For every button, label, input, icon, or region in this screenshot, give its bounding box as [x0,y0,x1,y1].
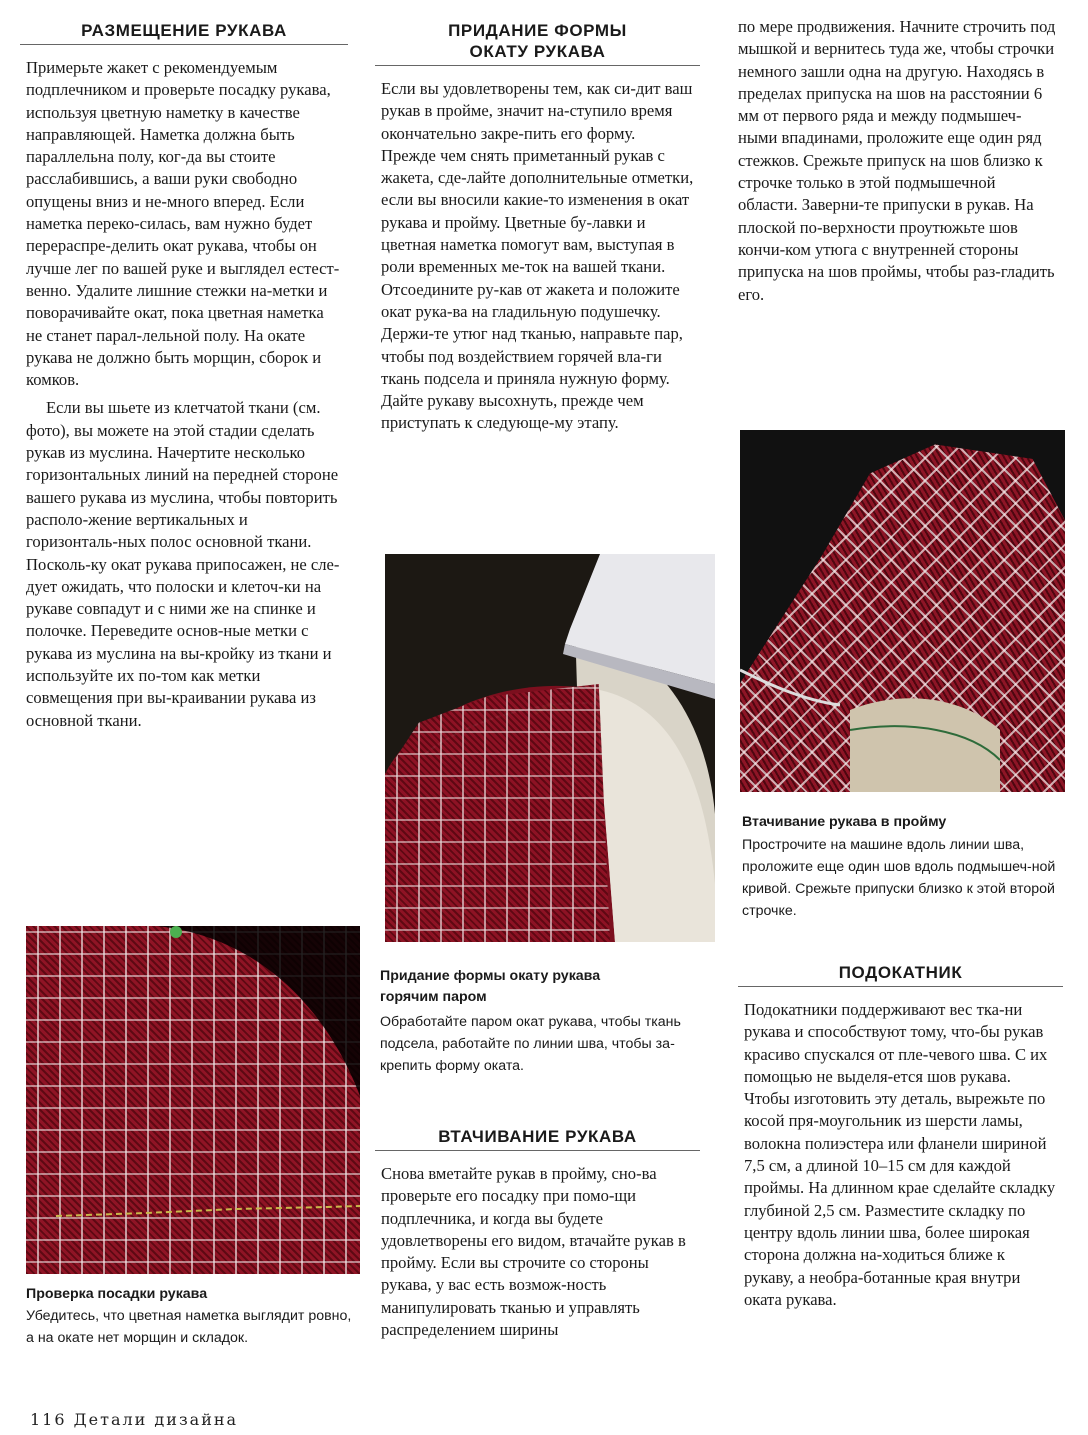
paragraph-sleeve-placement-1: Примерьте жакет с рекомендуемым подплечником и проверьте посадку рукава, используя цветную наметку в качестве направляющей. Наметка должна быть параллельна полу, ког-да вы стоите расслабившись, а ваши руки свободно опущены вниз и не-много вперед. Если наметка переко-силась, вам нужно будет перераспре-делить окат рукава, чтобы он лучше лег по вашей руке и выглядел естест-венно. Удалите лишние стежки на-метки и поворачивайте окат, пока цветная наметка не станет парал-лельной полу. На окате рукава не должно быть морщин, сборок и комков. [26,58,340,390]
caption-steam-title-line1: Придание формы окату рукава [380,968,601,984]
paragraph-sleeve-head: Подокатники поддерживают вес тка-ни рукава и способствуют тому, что-бы рукав красиво спускался от пле-чевого шва. С их помощью не выделя-ется шов рукава. Чтобы изготовить эту деталь, вырежьте по косой пря-моугольник из шерсти ламы, волокна полиэстера или фланели шириной 7,5 см, а длиной 10–15 см для каждой проймы. На длинном крае сделайте складку глубиной 2,5 см. Разместите складку по центру вдоль линии шва, более широкая сторона должна на-ходиться ближе к рукаву, а необра-ботанные края внутри оката рукава. [744,1000,1056,1309]
caption-steam-title [380,966,710,1008]
caption-steam-title-line2: горячим паром [380,989,487,1005]
photo-steam-fabric [385,684,610,942]
heading-sleeve-placement: РАЗМЕЩЕНИЕ РУКАВА [20,20,348,45]
heading-attaching-sleeve: ВТАЧИВАНИЕ РУКАВА [375,1126,700,1151]
heading-shaping-cap-line1: ПРИДАНИЕ ФОРМЫ [448,21,627,40]
photo-check-sleeve-fit-overlay [26,926,360,1274]
caption-check-text: Убедитесь, что цветная наметка выглядит ровно, а на окате нет морщин и складок. [26,1308,352,1346]
caption-attach-text: Прострочите на машине вдоль линии шва, проложите еще один шов вдоль подмышеч-ной кривой. Срежьте припуски близко к этой второй строчке. [742,837,1056,919]
photo-check-sleeve-fit [26,926,360,1274]
caption-steam-text: Обработайте паром окат рукава, чтобы ткань подсела, работайте по линии шва, чтобы за-крепить форму оката. [380,1014,681,1074]
heading-shaping-cap [375,20,700,66]
paragraph-attaching-sleeve-continued: по мере продвижения. Начните строчить под мышкой и вернитесь туда же, чтобы строчки немного зашли одна на другую. Находясь в пределах припуска на шов на расстоянии 6 мм от первого ряда и между подмышеч-ными впадинами, проложите еще один ряд стежков. Срежьте припуск на шов близко к строчке только в этой подмышечной области. Заверни-те припуски в рукав. На плоской по-верхности проутюжьте шов кончи-ком утюга с внутренней стороны припуска на шов проймы, чтобы раз-гладить его. [738,17,1056,304]
column-right-lower [738,962,1063,1311]
column-right [732,16,1062,306]
caption-check-title: Проверка посадки рукава [26,1286,208,1302]
paragraph-sleeve-placement-2: Если вы шьете из клетчатой ткани (см. фото), вы можете на этой стадии сделать рукав из муслина. Начертите несколько горизонтальных линий на передней стороне вашего рукава из муслина, чтобы повторить располо-жение вертикальных и горизонталь-ных полос основной ткани. Посколь-ку окат рукава припосажен, не сле-дует ожидать, что полоски и клеточ-ки на рукаве совпадут и с ними же на спинке и полочке. Переведите основ-ные метки с рукава из муслина на вы-кройку из ткани и используйте их по-том как метки совмещения при вы-краивании рукава из основной ткани. [26,398,340,730]
heading-shaping-cap-line2: ОКАТУ РУКАВА [469,42,606,61]
column-left [20,20,348,732]
photo-attaching-lining [740,430,1065,792]
paragraph-shaping-cap: Если вы удовлетворены тем, как си-дит ваш рукав в пройме, значит на-ступило время окончательно закре-пить его форму. Прежде чем снять приметанный рукав с жакета, сде-лайте дополнительные отметки, если вы вносили какие-то изменения в окат рукава и пройму. Цветные бу-лавки и цветная наметка помогут вам, выступая в роли временных ме-ток на вашей ткани. Отсоедините ру-кав от жакета и положите окат рука-ва на гладильную подушечку. Держи-те утюг над тканью, направьте пар, чтобы под воздействием горячей вла-ги ткань подсела и приняла нужную форму. Дайте рукаву высохнуть, прежде чем приступать к следующе-му этапу. [381,79,694,433]
photo-steam-sleeve-cap [385,554,715,942]
page-number: 116 [30,1410,67,1429]
paragraph-attaching-sleeve: Снова вметайте рукав в пройму, сно-ва проверьте его посадку при помо-щи подплечника, и когда вы будете удовлетворены его видом, втачайте рукав в пройму. Если вы строчите со стороны рукава, у вас есть возмож-ность манипулировать тканью и управлять распределением ширины [381,1164,686,1340]
column-middle-lower [375,1126,700,1341]
footer-section: Детали дизайна [73,1410,239,1429]
page-footer [30,1410,238,1429]
heading-sleeve-head: ПОДОКАТНИК [738,962,1063,987]
photo-attaching-sleeve [740,430,1065,792]
column-middle [375,20,700,435]
caption-attach-title: Втачивание рукава в пройму [742,814,947,830]
